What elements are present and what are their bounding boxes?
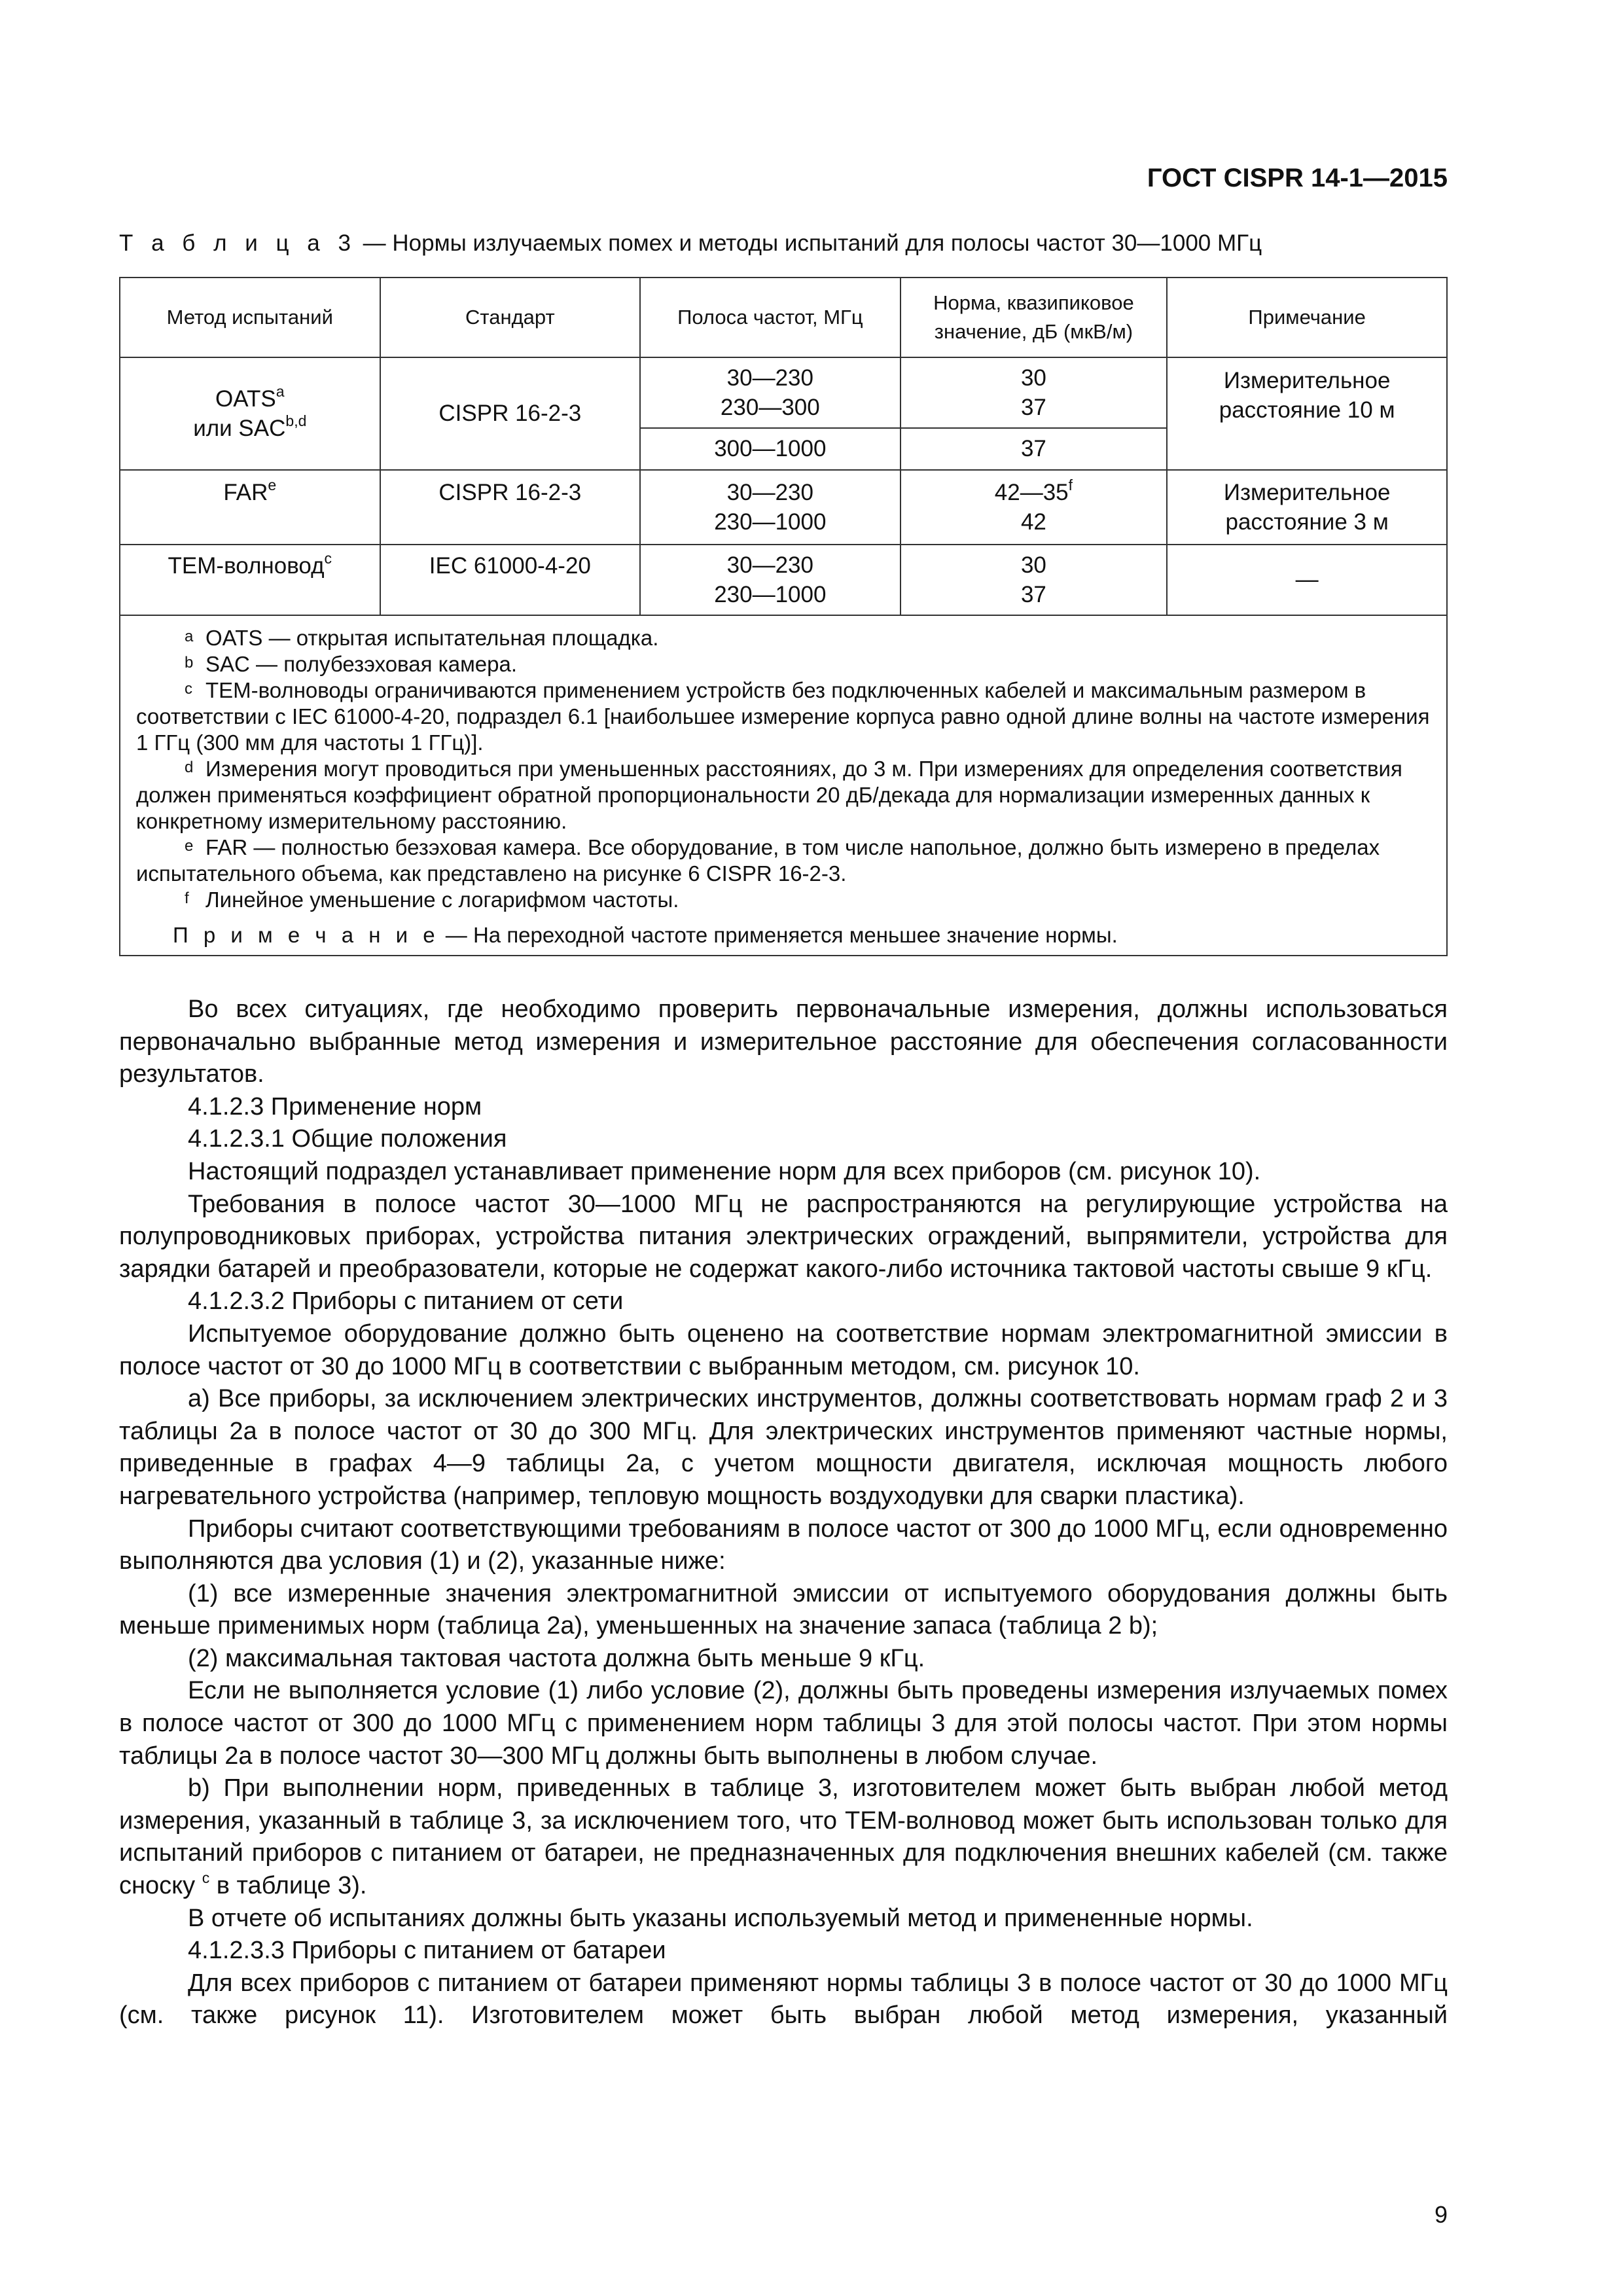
footnotes-row xyxy=(120,615,1447,956)
table-caption xyxy=(119,230,1262,257)
table-caption-prefix: Т а б л и ц а 3 xyxy=(119,230,357,256)
cell-method: ТЕМ-волновод$^c$ xyxy=(120,545,380,615)
section-heading: 4.1.2.3.2 Приборы с питанием от сети xyxy=(188,1287,624,1316)
section-heading: 4.1.2.3 Применение норм xyxy=(188,1092,482,1121)
footnote: a OATS — открытая испытательная площадка. xyxy=(185,626,659,650)
table-note: П р и м е ч а н и е — На переходной частоте применяется меньшее значение нормы. xyxy=(173,923,1118,947)
cell-note: — xyxy=(1167,545,1447,615)
table-footnotes xyxy=(120,615,1447,956)
cell-standard: CISPR 16-2-3 xyxy=(380,470,641,545)
cell-band: 300—1000 xyxy=(640,428,900,470)
header-band: Полоса частот, МГц xyxy=(640,278,900,357)
document-code: ГОСТ CISPR 14-1—2015 xyxy=(1147,164,1448,192)
cell-standard: CISPR 16-2-3 xyxy=(380,357,641,470)
section-heading: 4.1.2.3.3 Приборы с питанием от батареи xyxy=(188,1937,666,1965)
paragraph: Требования в полосе частот 30—1000 МГц не распространяются на регулирующие устройства на полупроводниковых приборах, устройства питания электрических ограждений, выпрямители, устройства для зарядки батарей и преобразователи, которые не содержат какого-либо источника тактовой частоты свыше 9 кГц. xyxy=(119,1190,1448,1283)
paragraph: Во всех ситуациях, где необходимо проверить первоначальные измерения, должны использоваться первоначально выбранные метод измерения и измерительное расстояние для обеспечения согласованности результатов. xyxy=(119,996,1448,1088)
body-text xyxy=(119,994,1448,2032)
table-row xyxy=(120,357,1447,428)
paragraph: Настоящий подраздел устанавливает применение норм для всех приборов (см. рисунок 10). xyxy=(188,1157,1261,1185)
footnote: f Линейное уменьшение с логарифмом частоты. xyxy=(185,888,679,912)
footnote: b SAC — полубезэховая камера. xyxy=(185,652,518,676)
header-method: Метод испытаний xyxy=(120,278,380,357)
cell-band: 30—230 230—300 xyxy=(640,357,900,428)
footnote: c ТЕМ-волноводы ограничиваются применением устройств без подключенных кабелей и максимальным размером в соответствии с IEC 61000-4-20, подраздел 6.1 [наибольшее измерение корпуса равно одной длине волны на частоте измерения 1 ГГц (300 мм для частоты 1 ГГц)]. xyxy=(136,678,1430,755)
table-row xyxy=(120,545,1447,615)
paragraph: b) При выполнении норм, приведенных в таблице 3, изготовителем может быть выбран любой метод измерения, указанный в таблице 3, за исключением того, что ТЕМ-волновод может быть использован только для испытаний приборов с питанием от батареи, не предназначенных для подключения внешних кабелей (см. также сноску $^c$ в таблице 3). xyxy=(119,1774,1448,1900)
paragraph: a) Все приборы, за исключением электрических инструментов, должны соответствовать нормам граф 2 и 3 таблицы 2а в полосе частот от 30 до 300 МГц. Для электрических инструментов применяют частные нормы, приведенные в графах 4—9 таблицы 2а, с учетом мощности двигателя, исключая мощность любого нагревательного устройства (например, тепловую мощность воздуходувки для сварки пластика). xyxy=(119,1385,1448,1510)
header-note: Примечание xyxy=(1167,278,1447,357)
cell-method: OATS$^a$ или SAC$^{b,d}$ xyxy=(120,357,380,470)
paragraph: В отчете об испытаниях должны быть указаны используемый метод и примененные нормы. xyxy=(188,1904,1253,1932)
cell-limit: 30 37 xyxy=(901,545,1168,615)
cell-band: 30—230 230—1000 xyxy=(640,470,900,545)
cell-limit: 37 xyxy=(901,428,1168,470)
paragraph: Приборы считают соответствующими требованиям в полосе частот от 300 до 1000 МГц, если одновременно выполняются два условия (1) и (2), указанные ниже: xyxy=(119,1515,1448,1575)
table-row xyxy=(120,470,1447,545)
paragraph: Испытуемое оборудование должно быть оценено на соответствие нормам электромагнитной эмиссии в полосе частот от 30 до 1000 МГц в соответствии с выбранным методом, см. рисунок 10. xyxy=(119,1319,1448,1380)
cell-note: Измерительное расстояние 10 м xyxy=(1167,357,1447,470)
paragraph: Если не выполняется условие (1) либо условие (2), должны быть проведены измерения излучаемых помех в полосе частот от 300 до 1000 МГц с применением норм таблицы 3 для этой полосы частот. При этом нормы таблицы 2а в полосе частот 30—300 МГц должны быть выполнены в любом случае. xyxy=(119,1677,1448,1770)
footnote: e FAR — полностью безэховая камера. Все оборудование, в том числе напольное, должно быть измерено в пределах испытательного объема, как представлено на рисунке 6 CISPR 16-2-3. xyxy=(136,835,1380,886)
cell-band: 30—230 230—1000 xyxy=(640,545,900,615)
footnote: d Измерения могут проводиться при уменьшенных расстояниях, до 3 м. При измерениях для определения соответствия должен применяться коэффициент обратной пропорциональности 20 дБ/декада для нормализации измеренных данных к конкретному измерительному расстоянию. xyxy=(136,757,1402,833)
section-heading: 4.1.2.3.1 Общие положения xyxy=(188,1125,507,1153)
cell-limit: 42—35$^f$ 42 xyxy=(901,470,1168,545)
paragraph: Для всех приборов с питанием от батареи применяют нормы таблицы 3 в полосе частот от 30 до 1000 МГц (см. также рисунок 11). Изготовителем может быть выбран любой метод измерения, указанный xyxy=(119,1969,1448,2030)
norms-table xyxy=(119,277,1448,956)
cell-standard: IEC 61000-4-20 xyxy=(380,545,641,615)
table-header-row xyxy=(120,278,1447,357)
header-limit: Норма, квазипиковое значение, дБ (мкВ/м) xyxy=(901,278,1168,357)
cell-method: FAR$^e$ xyxy=(120,470,380,545)
paragraph: (1) все измеренные значения электромагнитной эмиссии от испытуемого оборудования должны быть меньше применимых норм (таблица 2а), уменьшенных на значение запаса (таблица 2 b); xyxy=(119,1579,1448,1640)
table-caption-text: — Нормы излучаемых помех и методы испытаний для полосы частот 30—1000 МГц xyxy=(356,230,1262,256)
header-standard: Стандарт xyxy=(380,278,641,357)
page-number: 9 xyxy=(1434,2201,1448,2228)
paragraph: (2) максимальная тактовая частота должна быть меньше 9 кГц. xyxy=(188,1644,925,1672)
cell-note: Измерительное расстояние 3 м xyxy=(1167,470,1447,545)
cell-limit: 30 37 xyxy=(901,357,1168,428)
